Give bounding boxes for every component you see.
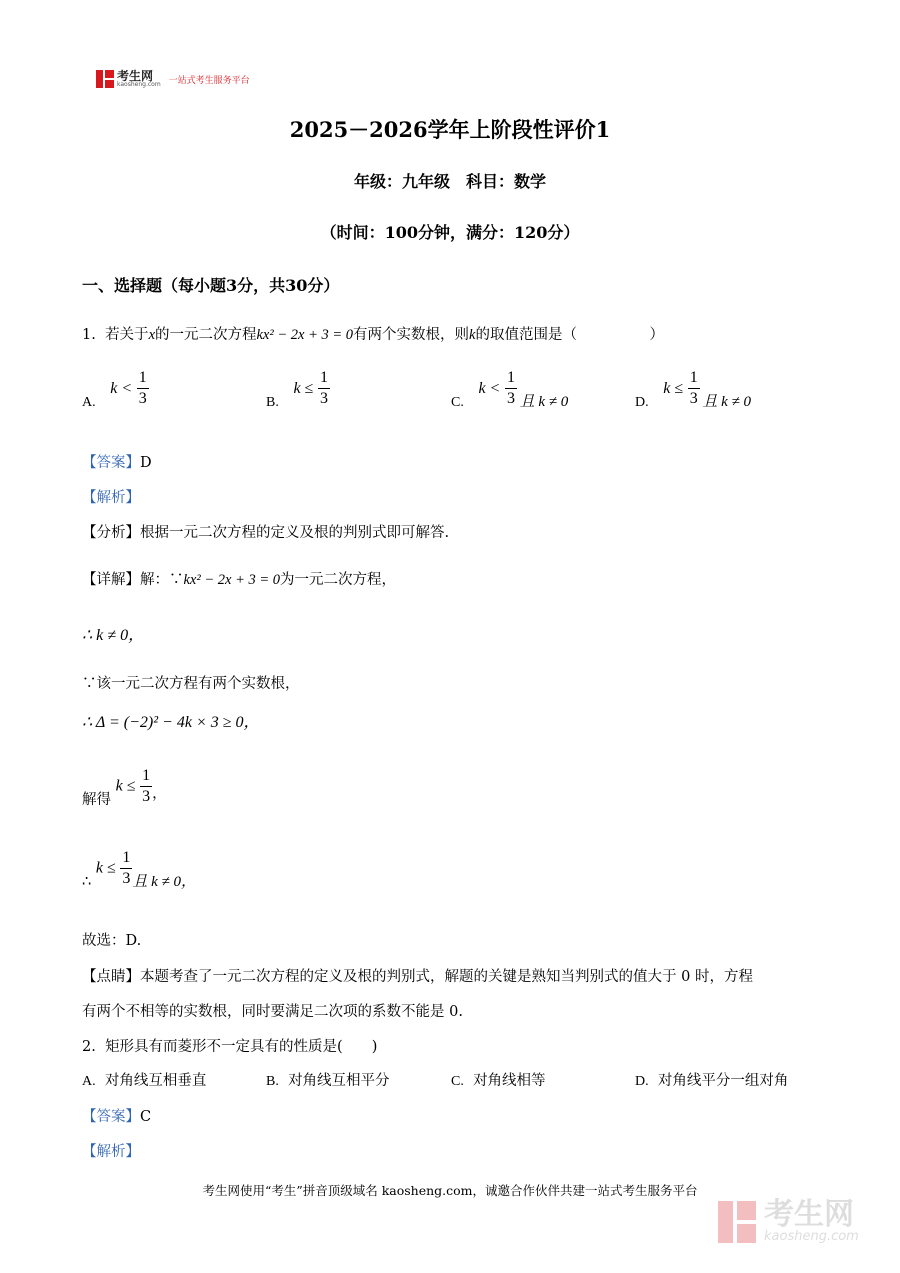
conclusion-post: 且 k ≠ 0，: [132, 874, 196, 890]
logo-name: 考生网: [117, 69, 154, 83]
answer-value: C: [140, 1109, 152, 1125]
option-rel: k ≤: [663, 379, 684, 397]
q1-answer: [82, 456, 152, 471]
q2-option-d: [635, 1074, 788, 1089]
detail-equation: kx² − 2x + 3 = 0: [183, 572, 281, 588]
q2-answer: [82, 1110, 151, 1125]
frac-num: 1: [120, 850, 132, 869]
q1-stem-post: 的取值范围是（ ）: [475, 327, 664, 343]
q1-option-a: [82, 369, 149, 410]
q2-number: 2.: [82, 1039, 96, 1055]
fenxi-text: 根据一元二次方程的定义及根的判别式即可解答.: [140, 525, 450, 541]
conclusion-pre: ∴: [82, 874, 92, 891]
option-label: A.: [82, 394, 96, 410]
q1-stem-mid2: 有两个实数根，则: [353, 327, 470, 343]
frac-num: 1: [688, 370, 700, 389]
frac-num: 1: [140, 768, 152, 787]
q1-dianjing: [82, 970, 753, 985]
q1-step-two-roots: ∵该一元二次方程有两个实数根，: [82, 676, 300, 692]
option-label: C.: [451, 1074, 464, 1089]
answer-tag: 【答案】: [82, 1109, 140, 1125]
logo-slogan: 一站式考生服务平台: [168, 75, 250, 86]
section-heading: 一、选择题（每小题3分，共30分）: [82, 276, 340, 295]
page-footer: 考生网使用“考生”拼音顶级域名 kaosheng.com，诚邀合作伙伴共建一站式考生服务平台: [202, 1183, 698, 1198]
solve-rel: k ≤: [115, 777, 136, 795]
watermark: [718, 1197, 859, 1244]
q1-option-d: [635, 369, 751, 410]
q2-option-a: [82, 1074, 206, 1089]
solve-post: ，: [152, 786, 167, 803]
logo-mark-icon: [96, 70, 114, 88]
q1-dianjing-line2: 有两个不相等的实数根，同时要满足二次项的系数不能是 0.: [82, 1004, 463, 1020]
option-text: 对角线互相垂直: [104, 1073, 207, 1089]
q1-stem-k: k: [469, 327, 476, 343]
frac-den: 3: [319, 390, 328, 407]
page-title: 2025－2026学年上阶段性评价1: [289, 117, 611, 142]
fenxi-tag: 【分析】: [82, 525, 140, 541]
frac-den: 3: [138, 390, 147, 407]
q2-option-b: [266, 1074, 390, 1089]
option-suffix: 且 k ≠ 0: [702, 394, 751, 410]
frac-den: 3: [506, 390, 515, 407]
watermark-logo-icon: [718, 1201, 756, 1243]
answer-tag: 【答案】: [82, 455, 140, 471]
option-text: 对角线平分一组对角: [657, 1073, 789, 1089]
watermark-name: 考生网: [764, 1197, 854, 1232]
fraction: [120, 850, 132, 887]
dianjing-tag: 【点睛】: [82, 969, 140, 985]
q2-stem-text: 矩形具有而菱形不一定具有的性质是( ): [105, 1039, 378, 1055]
logo-domain: kaosheng.com: [117, 81, 161, 88]
q1-stem-var: x: [148, 327, 155, 343]
detail-tag: 【详解】: [82, 572, 140, 588]
grade-subject: 年级：九年级 科目：数学: [353, 172, 546, 191]
detail-1a: 解：∵: [140, 572, 184, 588]
q1-option-b: [266, 369, 330, 410]
option-rel: k <: [478, 379, 501, 397]
q1-step-solve: [82, 767, 167, 809]
option-suffix: 且 k ≠ 0: [519, 394, 569, 410]
option-label: A.: [82, 1074, 96, 1089]
option-text: 对角线互相平分: [288, 1073, 390, 1089]
time-info: （时间：100分钟，满分：120分）: [320, 223, 580, 242]
frac-den: 3: [689, 390, 698, 407]
watermark-domain: kaosheng.com: [764, 1229, 859, 1244]
q2-analysis-tag: 【解析】: [82, 1144, 140, 1160]
option-rel: k <: [110, 379, 133, 397]
q1-stem-mid: 的一元二次方程: [155, 327, 257, 343]
q1-step-conclusion: [82, 849, 196, 891]
frac-den: 3: [122, 870, 131, 887]
site-logo: [96, 70, 250, 88]
q1-number: 1.: [82, 327, 96, 343]
dianjing-line1: 本题考查了一元二次方程的定义及根的判别式，解题的关键是熟知当判别式的值大于 0 时，方程: [140, 969, 753, 985]
solve-pre: 解得: [82, 792, 111, 809]
option-label: B.: [266, 1074, 279, 1089]
q1-option-c: [451, 369, 569, 410]
q1-stem: [82, 328, 664, 343]
detail-1b: 为一元二次方程，: [280, 572, 397, 588]
fraction: [318, 370, 330, 407]
fraction: [137, 370, 149, 407]
option-rel: k ≤: [293, 379, 314, 397]
option-label: C.: [451, 394, 464, 410]
frac-num: 1: [137, 370, 149, 389]
q1-step-discriminant: ∴ Δ = (−2)² − 4k × 3 ≥ 0，: [82, 714, 260, 731]
q1-detail: [82, 573, 396, 588]
q1-choose: 故选：D.: [82, 933, 142, 949]
q2-option-c: [451, 1074, 546, 1089]
q1-step-k-nonzero: ∴ k ≠ 0，: [82, 627, 145, 644]
q1-analysis-tag: 【解析】: [82, 490, 140, 506]
q1-stem-pre: 若关于: [105, 327, 149, 343]
option-text: 对角线相等: [473, 1073, 546, 1089]
conclusion-rel: k ≤: [95, 859, 116, 877]
option-label: D.: [635, 394, 649, 410]
fraction: [688, 370, 700, 407]
frac-num: 1: [505, 370, 517, 389]
frac-num: 1: [318, 370, 330, 389]
fraction: [140, 768, 152, 805]
q2-stem: [82, 1040, 377, 1055]
q1-fenxi: [82, 526, 449, 541]
answer-value: D: [140, 455, 152, 471]
q1-equation: kx² − 2x + 3 = 0: [256, 327, 354, 343]
option-label: D.: [635, 1074, 649, 1089]
frac-den: 3: [142, 788, 151, 805]
option-label: B.: [266, 394, 279, 410]
fraction: [505, 370, 517, 407]
